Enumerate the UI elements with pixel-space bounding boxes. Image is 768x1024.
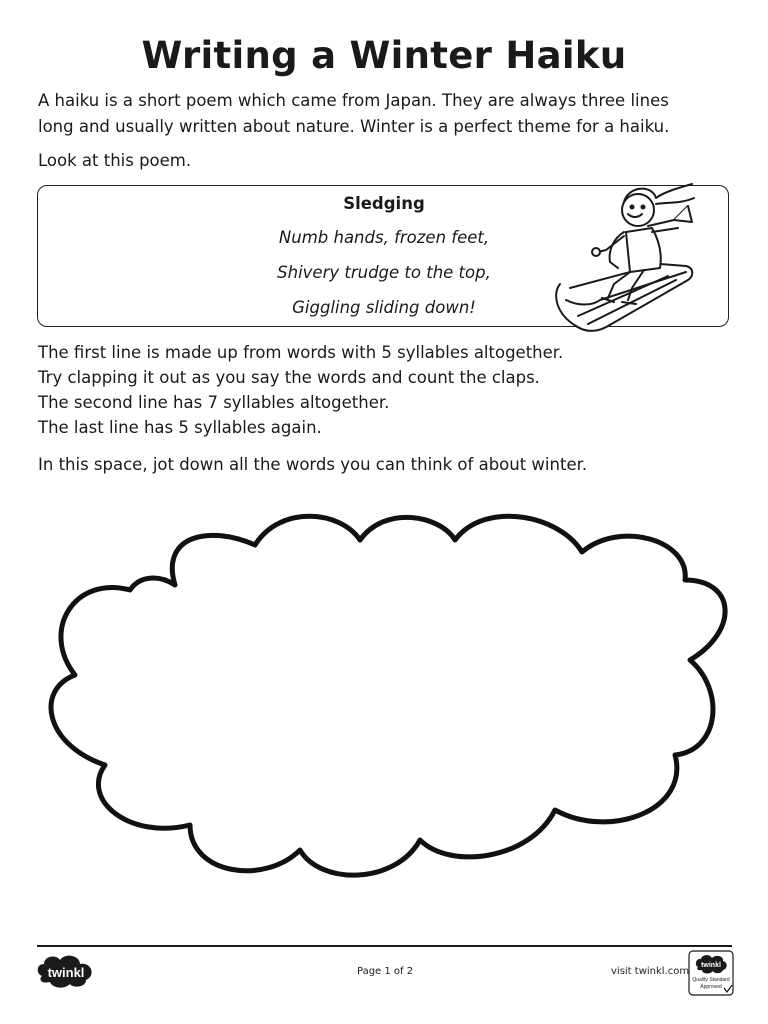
- visit-link[interactable]: visit twinkl.com: [611, 966, 690, 977]
- poem-line-2: Shivery trudge to the top,: [277, 263, 491, 282]
- badge-line-2: Approved: [700, 984, 722, 990]
- poem-title: Sledging: [343, 194, 425, 213]
- poem-line-1: Numb hands, frozen feet,: [278, 228, 490, 247]
- intro-line-2: long and usually written about nature. Winter is a perfect theme for a haiku.: [38, 117, 670, 136]
- instruction-line-2: Try clapping it out as you say the words and count the claps.: [38, 368, 540, 387]
- instruction-line-3: The second line has 7 syllables altogether.: [38, 393, 390, 412]
- intro-line-1: A haiku is a short poem which came from Japan. They are always three lines: [38, 91, 669, 110]
- footer-divider: [37, 945, 732, 947]
- badge-line-1: Quality Standard: [692, 977, 730, 983]
- page-number: Page 1 of 2: [357, 966, 414, 977]
- instruction-line-4: The last line has 5 syllables again.: [38, 418, 322, 437]
- poem-line-3: Giggling sliding down!: [292, 298, 476, 317]
- jot-prompt: In this space, jot down all the words you can think of about winter.: [38, 455, 588, 474]
- instruction-line-1: The first line is made up from words with 5 syllables altogether.: [38, 343, 564, 362]
- look-prompt: Look at this poem.: [38, 151, 192, 170]
- quality-standard-badge-icon: [688, 950, 734, 996]
- page-title: Writing a Winter Haiku: [141, 34, 627, 77]
- badge-logo-text: twinkl: [701, 962, 721, 969]
- twinkl-logo-text: twinkl: [47, 965, 85, 980]
- twinkl-logo-icon[interactable]: [34, 952, 98, 990]
